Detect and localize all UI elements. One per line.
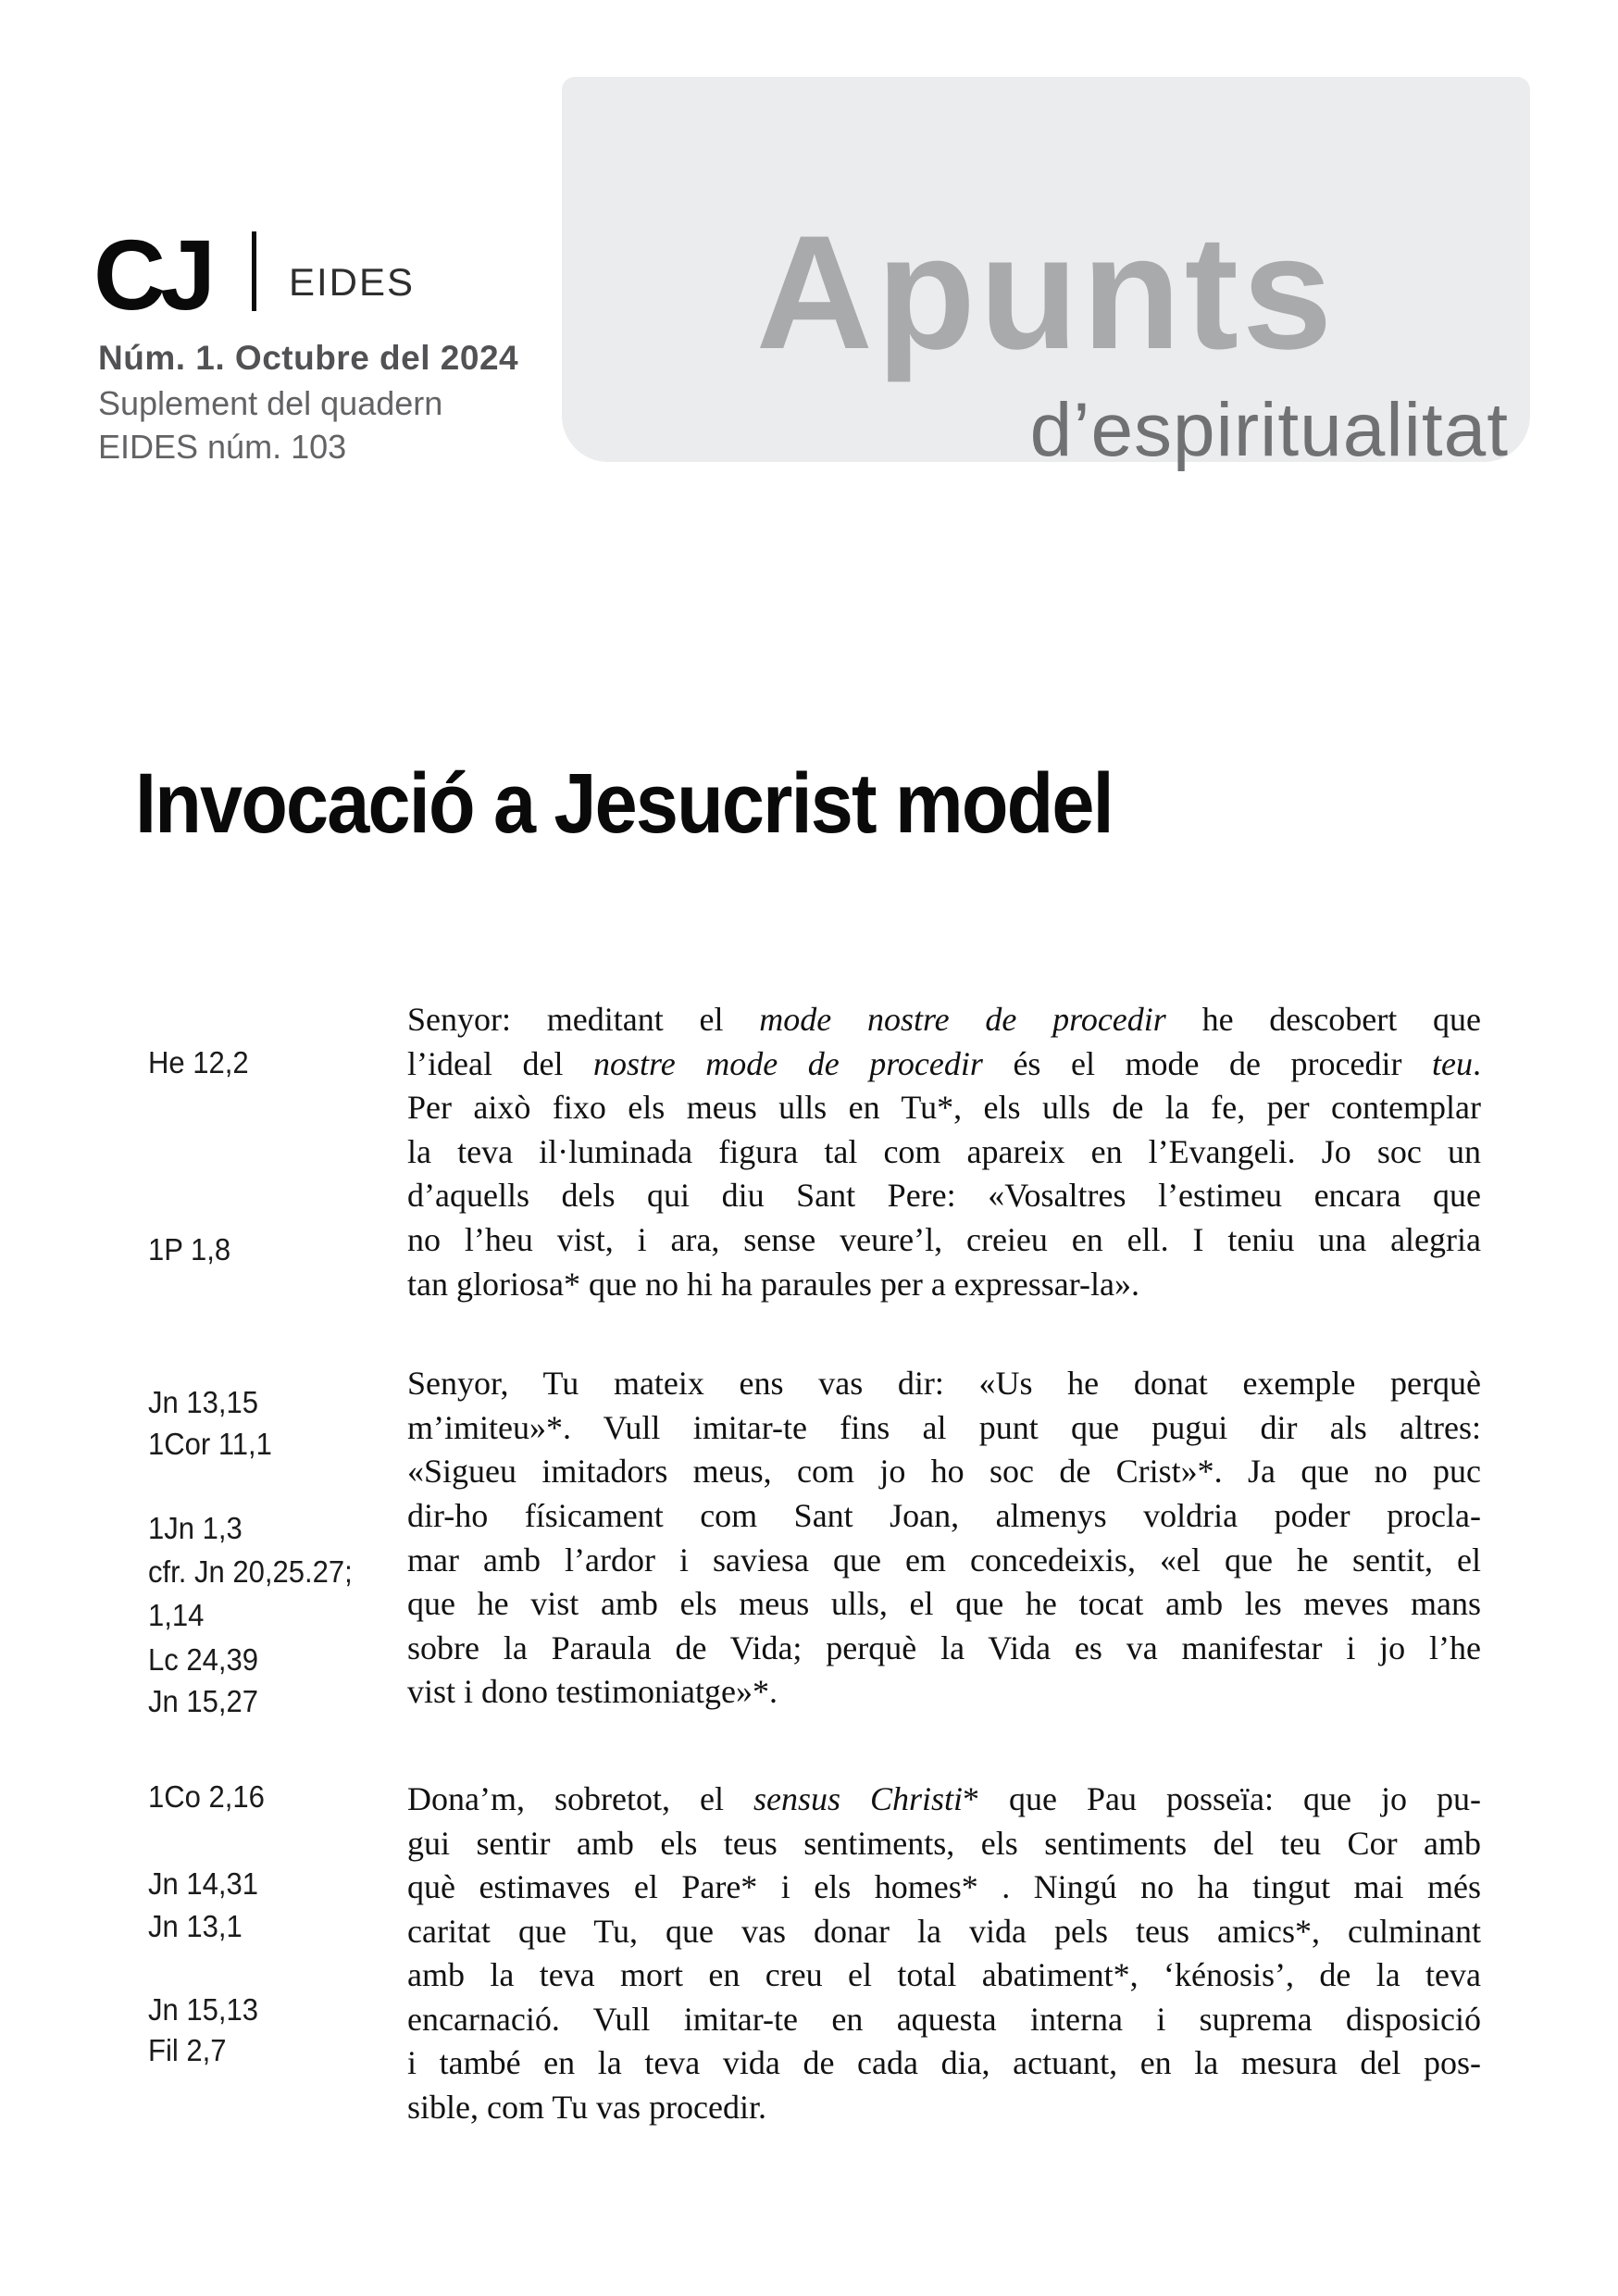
margin-ref: cfr. Jn 20,25.27; — [148, 1554, 353, 1589]
body-line: caritat que Tu, que vas donar la vida pels teus amics*, culminant — [407, 1912, 1481, 1950]
logo-divider — [252, 231, 256, 311]
body-line: «Sigueu imitadors meus, com jo ho soc de Crist»*. Ja que no puc — [407, 1453, 1481, 1491]
body-line: no l’heu vist, i ara, sense veure’l, creieu en ell. I teniu una alegria — [407, 1220, 1481, 1258]
margin-ref: 1Jn 1,3 — [148, 1511, 243, 1545]
body-line: sobre la Paraula de Vida; perquè la Vida es va manifestar i jo l’he — [407, 1628, 1481, 1666]
issue-line: Núm. 1. Octubre del 2024 — [98, 339, 519, 377]
body-line: dir-ho físicament com Sant Joan, almenys voldria poder procla- — [407, 1496, 1481, 1534]
body-line: tan gloriosa* que no hi ha paraules per a expressar-la». — [407, 1265, 1139, 1303]
body-line: que he vist amb els meus ulls, el que he tocat amb les meves mans — [407, 1585, 1481, 1623]
body-line: gui sentir amb els teus sentiments, els sentiments del teu Cor amb — [407, 1824, 1481, 1862]
article-title: Invocació a Jesucrist model — [135, 755, 1113, 851]
margin-ref: He 12,2 — [148, 1045, 249, 1079]
margin-ref: Jn 15,27 — [148, 1684, 259, 1718]
org-label: EIDES — [289, 260, 416, 304]
article-body — [407, 998, 1481, 2130]
body-line: l’ideal del nostre mode de procedir és el mode de procedir teu. — [407, 1044, 1481, 1082]
margin-ref: Jn 14,31 — [148, 1866, 259, 1901]
margin-ref: 1Co 2,16 — [148, 1779, 265, 1814]
paragraph — [407, 998, 1481, 1306]
margin-ref: Lc 24,39 — [148, 1642, 259, 1677]
body-line: i també en la teva vida de cada dia, actuant, en la mesura del pos- — [407, 2044, 1481, 2082]
margin-ref: 1P 1,8 — [148, 1232, 231, 1267]
masthead-title: Apunts — [755, 203, 1337, 383]
body-line: Senyor: meditant el mode nostre de procedir he descobert que — [407, 1001, 1481, 1038]
body-line: amb la teva mort en creu el total abatiment*, ‘kénosis’, de la teva — [407, 1956, 1481, 1994]
margin-ref: Jn 13,15 — [148, 1385, 259, 1419]
margin-ref: Jn 15,13 — [148, 1992, 259, 2027]
body-line: d’aquells dels qui diu Sant Pere: «Vosaltres l’estimeu encara que — [407, 1177, 1481, 1215]
cj-logo: CJ — [93, 218, 211, 331]
masthead-subtitle: d’espiritualitat — [1029, 388, 1509, 472]
body-line: què estimaves el Pare* i els homes* . Ningú no ha tingut mai més — [407, 1868, 1481, 1906]
body-line: vist i dono testimoniatge»*. — [407, 1673, 778, 1711]
margin-ref: Fil 2,7 — [148, 2033, 227, 2067]
paragraph — [407, 1778, 1481, 2130]
body-line: encarnació. Vull imitar-te en aquesta interna i suprema disposició — [407, 2000, 1481, 2038]
body-line: sible, com Tu vas procedir. — [407, 2089, 766, 2127]
supplement-line: EIDES núm. 103 — [98, 428, 347, 466]
body-line: la teva il·luminada figura tal com apareix en l’Evangeli. Jo soc un — [407, 1132, 1481, 1170]
body-line: Dona’m, sobretot, el sensus Christi* que Pau posseïa: que jo pu- — [407, 1779, 1481, 1817]
margin-ref: 1,14 — [148, 1598, 205, 1632]
paragraph — [407, 1362, 1481, 1715]
body-line: Senyor, Tu mateix ens vas dir: «Us he donat exemple perquè — [407, 1365, 1481, 1403]
margin-ref: Jn 13,1 — [148, 1909, 243, 1943]
supplement-line: Suplement del quadern — [98, 384, 443, 422]
body-line: Per això fixo els meus ulls en Tu*, els ulls de la fe, per contemplar — [407, 1089, 1481, 1127]
margin-ref: 1Cor 11,1 — [148, 1427, 272, 1461]
body-line: mar amb l’ardor i saviesa que em concedeixis, «el que he sentit, el — [407, 1541, 1481, 1578]
body-line: m’imiteu»*. Vull imitar-te fins al punt que pugui dir als altres: — [407, 1408, 1481, 1446]
